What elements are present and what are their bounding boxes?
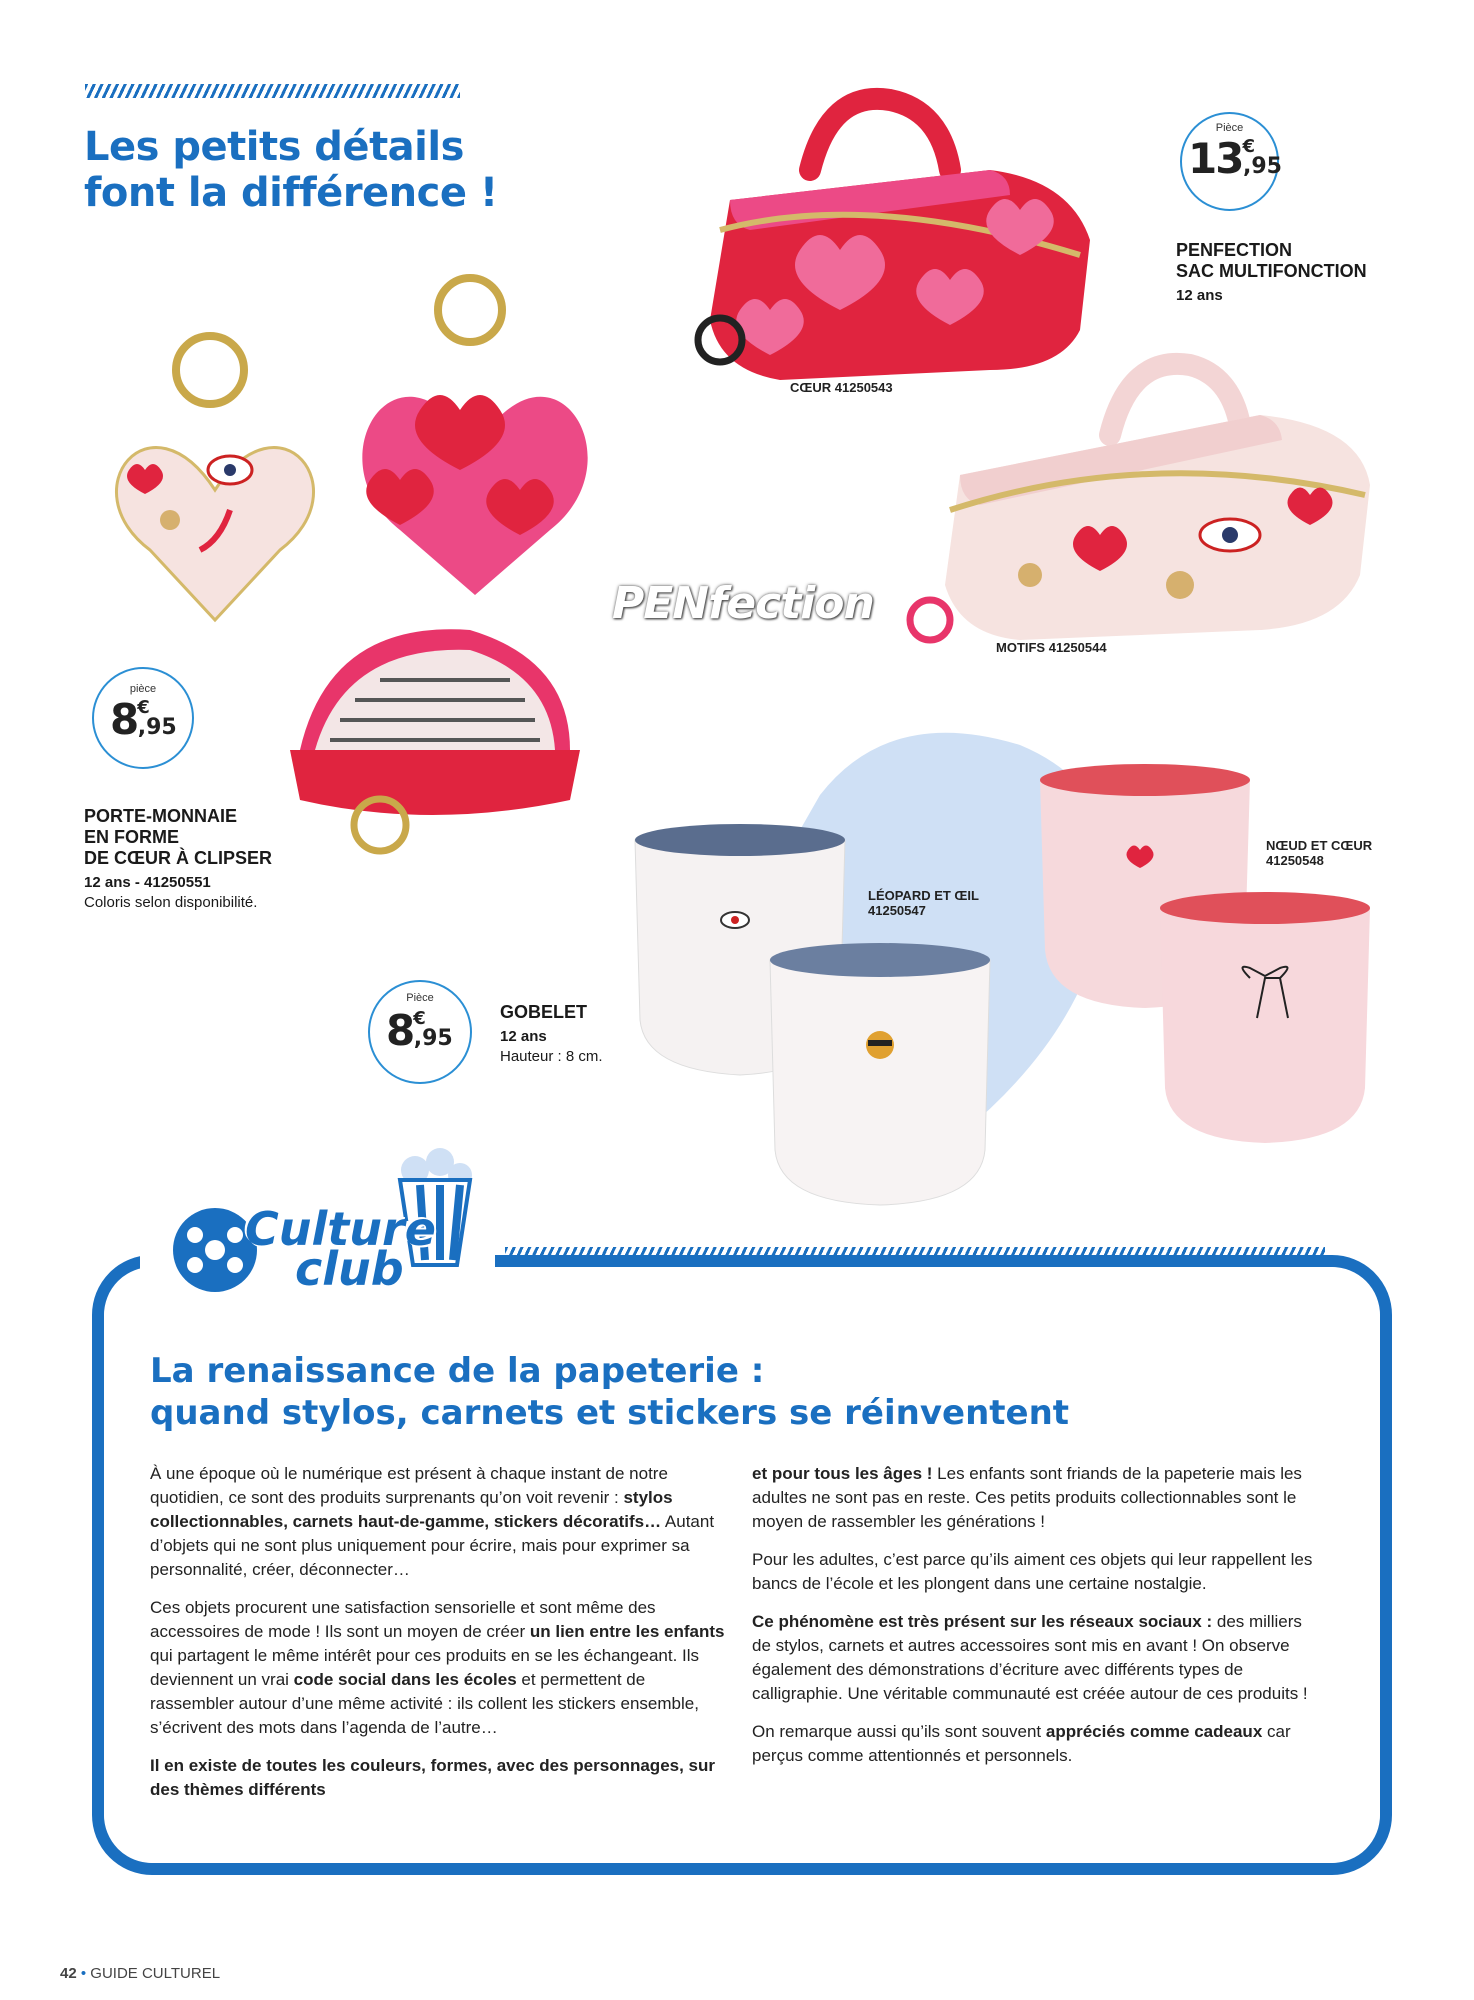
mug-price-cents: ,95: [413, 1026, 453, 1051]
mug-age: 12 ans: [500, 1028, 547, 1045]
col1-p2-text-c: qui partagent le même intérêt pour ces produits en se les échangeant. Ils deviennent un vrai: [150, 1646, 700, 1689]
headline-line-1: Les petits détails: [84, 124, 464, 170]
purse-price: [110, 695, 189, 744]
col1-p3-bold: Il en existe de toutes les couleurs, formes, avec des personnages, sur des thèmes différents: [150, 1756, 716, 1799]
mug-price-badge: [368, 980, 472, 1084]
mug-variant-bow-ref: 41250548: [1266, 853, 1324, 868]
culture-club-title: [150, 1350, 1069, 1434]
col2-paragraph-4: [752, 1720, 1322, 1768]
col2-p3-bold: Ce phénomène est très présent sur les réseaux sociaux :: [752, 1612, 1213, 1631]
purse-motifs-image: [90, 320, 350, 640]
bag-variant-motifs: MOTIFS 41250544: [996, 640, 1107, 655]
col1-paragraph-3: [150, 1754, 730, 1802]
mug-height: Hauteur : 8 cm.: [500, 1048, 603, 1065]
bag-age: 12 ans: [1176, 287, 1223, 304]
page-headline: [84, 124, 498, 216]
mug-price-euro: €: [413, 1008, 426, 1029]
bag-price: [1188, 134, 1294, 183]
footer-separator: •: [80, 1965, 87, 1982]
purse-price-badge: [92, 667, 194, 769]
bag-price-euro: €: [1242, 136, 1255, 157]
bag-price-label: Pièce: [1215, 122, 1244, 134]
bag-title-line-2: SAC MULTIFONCTION: [1176, 261, 1367, 281]
purse-product-info: [84, 806, 272, 913]
purse-price-label: pièce: [129, 683, 157, 695]
culture-club-logo-line-1: Culture: [245, 1202, 436, 1256]
col2-p4-text-c: car perçus comme attentionnés et personnels.: [752, 1722, 1291, 1765]
purse-title-line-2: EN FORME: [84, 827, 180, 847]
col1-p1-text-a: À une époque où le numérique est présent à chaque instant de notre quotidien, ce sont des produits surprenants qu’on voit revenir :: [150, 1464, 668, 1507]
mug-variant-leopard-ref: 41250547: [868, 903, 926, 918]
mug-bow-image: [1150, 888, 1380, 1148]
mug-product-info: [500, 1002, 603, 1067]
purse-heart-image: [340, 260, 610, 600]
col2-p4-bold: appréciés comme cadeaux: [1045, 1722, 1263, 1741]
col1-p2-bold-2: code social dans les écoles: [293, 1670, 517, 1689]
col1-p1-text-c: Autant d’objets qui ne sont plus uniquement pour écrire, mais pour exprimer sa personnalité, créer, déconnecter…: [150, 1512, 715, 1579]
purse-title-line-3: DE CŒUR À CLIPSER: [84, 848, 273, 868]
purse-title-line-1: PORTE-MONNAIE: [84, 806, 237, 826]
top-hatch-decoration: [85, 84, 460, 98]
page-footer: [60, 1965, 220, 1982]
col2-p1-text: Les enfants sont friands de la papeterie mais les adultes ne sont pas en reste. Ces petits produits collectionnables sont le moyen de rassembler les générations !: [752, 1464, 1302, 1531]
culture-club-title-line-1: La renaissance de la papeterie :: [150, 1351, 765, 1391]
col1-paragraph-2: [150, 1596, 730, 1740]
bag-price-cents: ,95: [1242, 154, 1282, 179]
culture-club-logo-line-2: club: [295, 1242, 404, 1296]
col1-p2-text-a: Ces objets procurent une satisfaction sensorielle et sont même des accessoires de mode ! Ils sont un moyen de créer: [150, 1598, 656, 1641]
bag-price-int: 13: [1188, 134, 1243, 183]
bag-motifs-image: [900, 345, 1380, 645]
culture-club-top-hatch: [505, 1247, 1325, 1261]
mug-variant-bow: [1266, 838, 1372, 868]
mug-variant-leopard-name: LÉOPARD ET ŒIL: [868, 888, 979, 903]
col2-p4-text-a: On remarque aussi qu’ils sont souvent: [752, 1722, 1046, 1741]
penfection-logo: PENfection: [612, 578, 874, 629]
culture-club-column-2: [752, 1462, 1322, 1782]
col1-p1-bold: stylos collectionnables, carnets haut-de-gamme, stickers décoratifs…: [150, 1488, 673, 1531]
col1-p2-text-e: et permettent de rassembler autour d’une même activité : ils collent les stickers ensemble, s’écrivent des mots dans l’agenda de l’autre…: [150, 1670, 699, 1737]
purse-price-int: 8: [110, 695, 138, 744]
col2-p3-text: des milliers de stylos, carnets et autres accessoires sont mis en avant ! On observe également des démonstrations d’écriture avec différents types de calligraphie. Une véritable communauté est créée autour de ces produits !: [752, 1612, 1308, 1703]
col2-paragraph-3: [752, 1610, 1322, 1706]
culture-club-title-line-2: quand stylos, carnets et stickers se réinventent: [150, 1393, 1070, 1433]
col1-paragraph-1: [150, 1462, 730, 1582]
mug-price: [386, 1006, 465, 1055]
bag-price-badge: [1180, 112, 1282, 211]
purse-open-image: [270, 600, 590, 860]
mug-price-label: Pièce: [406, 992, 434, 1004]
footer-page-number: 42: [60, 1965, 77, 1982]
culture-club-logo: [165, 1140, 495, 1310]
culture-club-column-1: [150, 1462, 730, 1816]
bag-variant-heart: CŒUR 41250543: [790, 380, 893, 395]
col2-paragraph-2: Pour les adultes, c’est parce qu’ils aiment ces objets qui leur rappellent les bancs de l’école et les plongent dans une certaine nostalgie.: [752, 1550, 1313, 1593]
mug-leopard-image: [760, 940, 1000, 1210]
col2-p1-bold: et pour tous les âges !: [752, 1464, 933, 1483]
headline-line-2: font la différence !: [84, 170, 498, 216]
mug-price-int: 8: [386, 1006, 414, 1055]
bag-title-line-1: PENFECTION: [1176, 240, 1293, 260]
bag-heart-image: [690, 80, 1110, 380]
footer-label: GUIDE CULTUREL: [90, 1965, 221, 1982]
bag-product-info: [1176, 240, 1367, 306]
purse-price-cents: ,95: [137, 715, 177, 740]
col2-paragraph-1: [752, 1462, 1322, 1534]
purse-price-euro: €: [137, 697, 150, 718]
mug-variant-bow-name: NŒUD ET CŒUR: [1266, 838, 1373, 853]
mug-title: GOBELET: [500, 1002, 588, 1022]
mug-variant-leopard: [868, 888, 979, 918]
purse-note: Coloris selon disponibilité.: [84, 894, 258, 911]
purse-age-ref: 12 ans - 41250551: [84, 874, 211, 891]
col1-p2-bold-1: un lien entre les enfants: [529, 1622, 725, 1641]
